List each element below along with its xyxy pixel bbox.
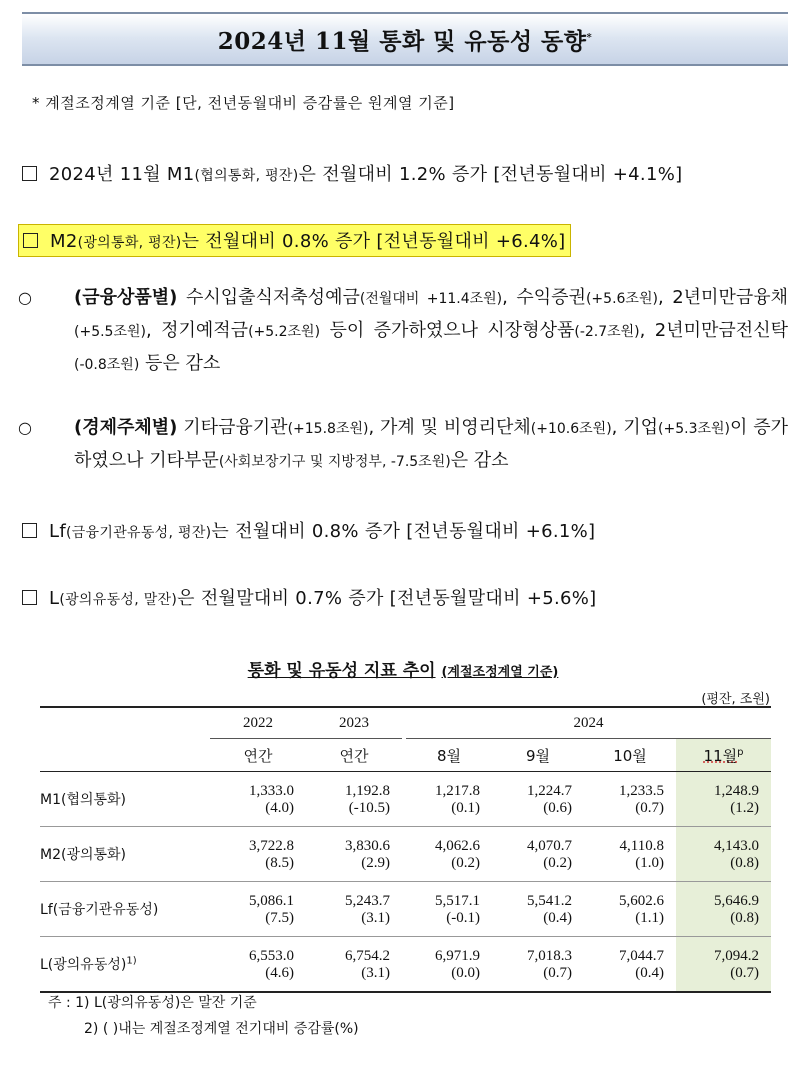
l-qualifier: (광의유동성, 말잔) bbox=[59, 592, 178, 608]
sectors-text-2: , 가계 및 비영리단체 bbox=[368, 417, 531, 438]
table-title-text: 통화 및 유동성 지표 추이 bbox=[247, 661, 436, 681]
m1-label: 2024년 11월 M1 bbox=[49, 164, 195, 185]
bullet-l bbox=[22, 584, 596, 610]
sectors-amount-2: (+10.6조원) bbox=[530, 421, 612, 437]
square-bullet-icon bbox=[22, 590, 37, 605]
lf-label: Lf bbox=[49, 521, 66, 542]
sub-bullet-products bbox=[18, 282, 789, 381]
sectors-amount-1: (+15.8조원) bbox=[287, 421, 369, 437]
lf-qualifier: (금융기관유동성, 평잔) bbox=[65, 525, 212, 541]
value-cell: 5,541.2 bbox=[527, 893, 572, 909]
sectors-amount-4: (사회보장기구 및 지방정부, -7.5조원) bbox=[218, 454, 451, 470]
m2-qualifier: (광의통화, 평잔) bbox=[77, 235, 182, 251]
value-cell: 4,110.8 bbox=[619, 838, 664, 854]
products-amount-3: (+5.5조원) bbox=[74, 324, 146, 340]
value-cell: 3,830.6 bbox=[345, 838, 390, 854]
circle-bullet-icon: ○ bbox=[18, 288, 32, 307]
pct-change-cell: (0.7) bbox=[676, 965, 771, 992]
products-amount-6: (-0.8조원) bbox=[74, 357, 140, 373]
products-amount-4: (+5.2조원) bbox=[248, 324, 321, 340]
pct-change-cell: (0.8) bbox=[676, 910, 771, 937]
table-title bbox=[0, 656, 806, 681]
sectors-heading: (경제주체별) bbox=[74, 417, 178, 438]
month-header: 8월 bbox=[436, 746, 462, 765]
pct-change-cell: (0.2) bbox=[406, 855, 492, 882]
row-label-text: L(광의유동성) bbox=[40, 957, 127, 973]
products-heading: (금융상품별) bbox=[74, 287, 178, 308]
value-cell: 1,248.9 bbox=[676, 772, 771, 801]
pct-change-cell: (4.0) bbox=[210, 800, 306, 827]
pct-change-cell: (0.7) bbox=[584, 800, 676, 827]
l-summary: 은 전월말대비 0.7% 증가 [전년동월말대비 +5.6%] bbox=[177, 588, 597, 609]
pct-change-cell: (3.1) bbox=[306, 910, 402, 937]
value-cell: 1,192.8 bbox=[345, 783, 390, 799]
pct-change-cell: (0.8) bbox=[676, 855, 771, 882]
value-cell: 5,646.9 bbox=[676, 882, 771, 911]
pct-change-cell: (1.0) bbox=[584, 855, 676, 882]
value-cell: 5,602.6 bbox=[619, 893, 664, 909]
table-month-row bbox=[40, 739, 771, 772]
m2-summary: 는 전월대비 0.8% 증가 [전년동월대비 +6.4%] bbox=[181, 231, 566, 252]
value-cell: 4,062.6 bbox=[435, 838, 480, 854]
lf-summary: 는 전월대비 0.8% 증가 [전년동월대비 +6.1%] bbox=[211, 521, 596, 542]
header-blank bbox=[40, 707, 210, 739]
row-label-text: M2(광의통화) bbox=[40, 847, 127, 863]
value-cell: 1,217.8 bbox=[435, 783, 480, 799]
sub-bullet-sectors bbox=[18, 412, 788, 478]
pct-change-cell: (-10.5) bbox=[306, 800, 402, 827]
value-cell: 5,086.1 bbox=[249, 893, 294, 909]
products-text-2: , 수익증권 bbox=[502, 287, 586, 308]
square-bullet-icon bbox=[22, 166, 37, 181]
table-unit: (평잔, 조원) bbox=[701, 692, 770, 707]
sectors-text-4: 이 증가하였으나 기타부문 bbox=[74, 417, 788, 471]
pct-change-cell: (3.1) bbox=[306, 965, 402, 992]
pct-change-cell: (0.0) bbox=[406, 965, 492, 992]
title-text: 2024년 11월 통화 및 유동성 동향 bbox=[217, 27, 587, 55]
value-cell: 7,018.3 bbox=[527, 948, 572, 964]
liquidity-table bbox=[40, 706, 771, 993]
row-label-footnote-mark: 1) bbox=[126, 955, 137, 967]
products-text-5: 등이 증가하였으나 시장형상품 bbox=[320, 320, 575, 341]
bullet-m2-highlighted bbox=[18, 224, 571, 257]
value-cell: 1,224.7 bbox=[527, 783, 572, 799]
table-row bbox=[40, 772, 771, 801]
table-row bbox=[40, 937, 771, 966]
header-blank bbox=[40, 739, 210, 772]
value-cell: 6,754.2 bbox=[345, 948, 390, 964]
sectors-amount-3: (+5.3조원) bbox=[658, 421, 730, 437]
value-cell: 7,044.7 bbox=[619, 948, 664, 964]
m1-qualifier: (협의통화, 평잔) bbox=[194, 168, 299, 184]
l-label: L bbox=[49, 588, 60, 609]
month-header: 9월 bbox=[525, 746, 551, 765]
products-text-6: , 2년미만금전신탁 bbox=[639, 320, 788, 341]
m1-summary: 은 전월대비 1.2% 증가 [전년동월대비 +4.1%] bbox=[298, 164, 683, 185]
value-cell: 6,971.9 bbox=[435, 948, 480, 964]
products-amount-5: (-2.7조원) bbox=[574, 324, 640, 340]
pct-change-cell: (1.2) bbox=[676, 800, 771, 827]
table-row bbox=[40, 882, 771, 911]
row-label bbox=[40, 882, 210, 937]
pct-change-cell: (-0.1) bbox=[406, 910, 492, 937]
month-header-current bbox=[676, 739, 771, 772]
table-title-sub: (계절조정계열 기준) bbox=[441, 665, 559, 680]
basis-note: * 계절조정계열 기준 [단, 전년동월대비 증감률은 원계열 기준] bbox=[32, 94, 455, 112]
value-cell: 4,070.7 bbox=[527, 838, 572, 854]
products-text-3: , 2년미만금융채 bbox=[657, 287, 789, 308]
value-cell: 1,333.0 bbox=[249, 783, 294, 799]
products-amount-2: (+5.6조원) bbox=[585, 291, 658, 307]
products-text-4: , 정기예적금 bbox=[145, 320, 249, 341]
row-label-text: M1(협의통화) bbox=[40, 792, 127, 808]
footnote-2: 2) ( )내는 계절조정계열 전기대비 증감률(%) bbox=[84, 1021, 359, 1037]
page-title bbox=[218, 23, 592, 56]
row-label-text: Lf(금융기관유동성) bbox=[40, 902, 159, 918]
m2-label: M2 bbox=[50, 231, 78, 252]
bullet-lf bbox=[22, 517, 595, 543]
row-label bbox=[40, 937, 210, 993]
month-header: 연간 bbox=[339, 746, 369, 765]
table-row bbox=[40, 827, 771, 856]
value-cell: 1,233.5 bbox=[619, 783, 664, 799]
year-header: 2024 bbox=[406, 707, 771, 739]
value-cell: 6,553.0 bbox=[249, 948, 294, 964]
sectors-text-3: , 기업 bbox=[611, 417, 659, 438]
month-header: 연간 bbox=[243, 746, 273, 765]
pct-change-cell: (1.1) bbox=[584, 910, 676, 937]
footnote-1: 주 : 1) L(광의유동성)은 말잔 기준 bbox=[48, 995, 257, 1011]
title-banner bbox=[22, 12, 788, 66]
table-year-row bbox=[40, 707, 771, 739]
title-mark: * bbox=[586, 31, 593, 43]
value-cell: 7,094.2 bbox=[676, 937, 771, 966]
square-bullet-icon bbox=[23, 233, 38, 248]
pct-change-cell: (0.7) bbox=[492, 965, 584, 992]
sectors-text-1: 기타금융기관 bbox=[177, 417, 288, 438]
value-cell: 3,722.8 bbox=[249, 838, 294, 854]
row-label bbox=[40, 827, 210, 882]
pct-change-cell: (0.6) bbox=[492, 800, 584, 827]
value-cell: 4,143.0 bbox=[676, 827, 771, 856]
products-amount-1: (전월대비 +11.4조원) bbox=[359, 291, 503, 307]
pct-change-cell: (0.4) bbox=[492, 910, 584, 937]
pct-change-cell: (0.2) bbox=[492, 855, 584, 882]
row-label bbox=[40, 772, 210, 827]
sectors-text-5: 은 감소 bbox=[450, 450, 509, 471]
year-header: 2023 bbox=[306, 707, 402, 739]
pct-change-cell: (0.4) bbox=[584, 965, 676, 992]
pct-change-cell: (8.5) bbox=[210, 855, 306, 882]
pct-change-cell: (7.5) bbox=[210, 910, 306, 937]
square-bullet-icon bbox=[22, 523, 37, 538]
pct-change-cell: (2.9) bbox=[306, 855, 402, 882]
circle-bullet-icon: ○ bbox=[18, 418, 32, 437]
pct-change-cell: (4.6) bbox=[210, 965, 306, 992]
value-cell: 5,243.7 bbox=[345, 893, 390, 909]
bullet-m1 bbox=[22, 160, 682, 186]
month-header: 10월 bbox=[613, 746, 647, 765]
value-cell: 5,517.1 bbox=[435, 893, 480, 909]
products-text-7: 등은 감소 bbox=[139, 353, 221, 374]
pct-change-cell: (0.1) bbox=[406, 800, 492, 827]
prelim-mark: p bbox=[737, 746, 744, 758]
year-header: 2022 bbox=[210, 707, 306, 739]
products-text-1: 수시입출식저축성예금 bbox=[177, 287, 360, 308]
current-month-label: 11월 bbox=[703, 746, 738, 765]
